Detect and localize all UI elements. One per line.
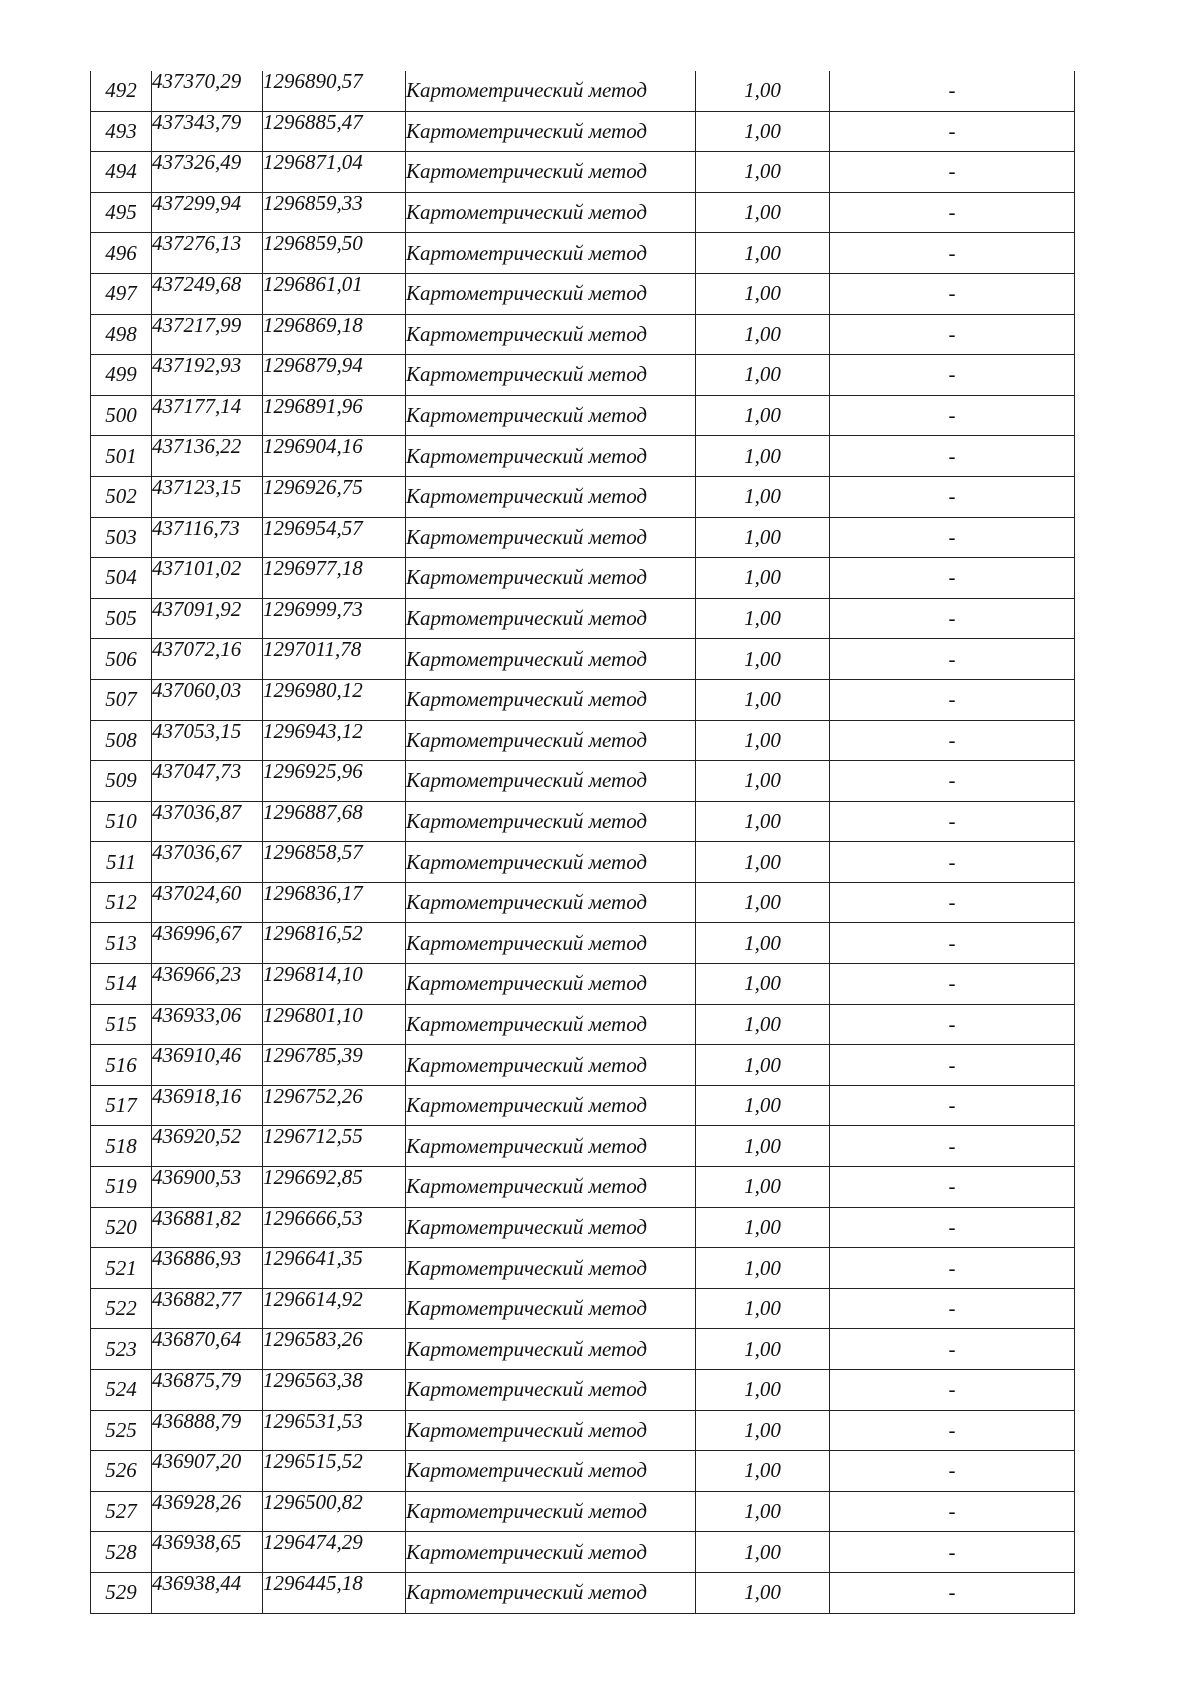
y-coordinate-cell: 1296500,82	[263, 1491, 406, 1532]
y-coordinate-cell: 1296891,96	[263, 395, 406, 436]
table-row	[91, 71, 1075, 111]
table-row	[91, 517, 1075, 558]
method-cell: Картометрический метод	[406, 842, 696, 883]
table-row	[91, 1045, 1075, 1086]
accuracy-cell: 1,00	[696, 1126, 830, 1167]
description-cell: -	[830, 598, 1075, 639]
point-number-cell: 506	[91, 639, 152, 680]
description-cell: -	[830, 395, 1075, 436]
method-cell: Картометрический метод	[406, 1451, 696, 1492]
x-coordinate-cell: 436938,44	[152, 1572, 263, 1613]
description-cell: -	[830, 517, 1075, 558]
table-row	[91, 558, 1075, 599]
x-coordinate-cell: 436881,82	[152, 1207, 263, 1248]
point-number-cell: 495	[91, 192, 152, 233]
x-coordinate-cell: 437276,13	[152, 233, 263, 274]
method-cell: Картометрический метод	[406, 1370, 696, 1411]
accuracy-cell: 1,00	[696, 801, 830, 842]
description-cell: -	[830, 1167, 1075, 1208]
table-row	[91, 1126, 1075, 1167]
y-coordinate-cell: 1296925,96	[263, 761, 406, 802]
method-cell: Картометрический метод	[406, 71, 696, 111]
table-row	[91, 1329, 1075, 1370]
x-coordinate-cell: 436870,64	[152, 1329, 263, 1370]
accuracy-cell: 1,00	[696, 1532, 830, 1573]
point-number-cell: 511	[91, 842, 152, 883]
y-coordinate-cell: 1296926,75	[263, 476, 406, 517]
y-coordinate-cell: 1296999,73	[263, 598, 406, 639]
x-coordinate-cell: 436928,26	[152, 1491, 263, 1532]
table-row	[91, 720, 1075, 761]
method-cell: Картометрический метод	[406, 801, 696, 842]
coordinates-table-body	[91, 71, 1075, 1613]
point-number-cell: 496	[91, 233, 152, 274]
x-coordinate-cell: 437123,15	[152, 476, 263, 517]
description-cell: -	[830, 1329, 1075, 1370]
method-cell: Картометрический метод	[406, 233, 696, 274]
x-coordinate-cell: 437024,60	[152, 882, 263, 923]
method-cell: Картометрический метод	[406, 679, 696, 720]
document-page	[90, 71, 1074, 1614]
description-cell: -	[830, 761, 1075, 802]
method-cell: Картометрический метод	[406, 923, 696, 964]
x-coordinate-cell: 436910,46	[152, 1045, 263, 1086]
description-cell: -	[830, 233, 1075, 274]
accuracy-cell: 1,00	[696, 355, 830, 396]
accuracy-cell: 1,00	[696, 1410, 830, 1451]
accuracy-cell: 1,00	[696, 1491, 830, 1532]
table-row	[91, 476, 1075, 517]
x-coordinate-cell: 437136,22	[152, 436, 263, 477]
method-cell: Картометрический метод	[406, 1085, 696, 1126]
table-row	[91, 882, 1075, 923]
table-row	[91, 1370, 1075, 1411]
accuracy-cell: 1,00	[696, 233, 830, 274]
method-cell: Картометрический метод	[406, 111, 696, 152]
method-cell: Картометрический метод	[406, 639, 696, 680]
method-cell: Картометрический метод	[406, 152, 696, 193]
y-coordinate-cell: 1297011,78	[263, 639, 406, 680]
y-coordinate-cell: 1296641,35	[263, 1248, 406, 1289]
table-row	[91, 1004, 1075, 1045]
method-cell: Картометрический метод	[406, 436, 696, 477]
table-row	[91, 1207, 1075, 1248]
x-coordinate-cell: 436933,06	[152, 1004, 263, 1045]
y-coordinate-cell: 1296531,53	[263, 1410, 406, 1451]
table-row	[91, 233, 1075, 274]
x-coordinate-cell: 437047,73	[152, 761, 263, 802]
y-coordinate-cell: 1296614,92	[263, 1288, 406, 1329]
point-number-cell: 520	[91, 1207, 152, 1248]
point-number-cell: 503	[91, 517, 152, 558]
x-coordinate-cell: 436918,16	[152, 1085, 263, 1126]
accuracy-cell: 1,00	[696, 1248, 830, 1289]
x-coordinate-cell: 437060,03	[152, 679, 263, 720]
point-number-cell: 514	[91, 964, 152, 1005]
table-row	[91, 964, 1075, 1005]
point-number-cell: 509	[91, 761, 152, 802]
y-coordinate-cell: 1296445,18	[263, 1572, 406, 1613]
point-number-cell: 523	[91, 1329, 152, 1370]
description-cell: -	[830, 842, 1075, 883]
y-coordinate-cell: 1296785,39	[263, 1045, 406, 1086]
method-cell: Картометрический метод	[406, 1532, 696, 1573]
y-coordinate-cell: 1296885,47	[263, 111, 406, 152]
x-coordinate-cell: 437370,29	[152, 71, 263, 111]
x-coordinate-cell: 437101,02	[152, 558, 263, 599]
x-coordinate-cell: 437343,79	[152, 111, 263, 152]
y-coordinate-cell: 1296904,16	[263, 436, 406, 477]
description-cell: -	[830, 1451, 1075, 1492]
y-coordinate-cell: 1296563,38	[263, 1370, 406, 1411]
table-row	[91, 395, 1075, 436]
x-coordinate-cell: 437326,49	[152, 152, 263, 193]
method-cell: Картометрический метод	[406, 1491, 696, 1532]
x-coordinate-cell: 436966,23	[152, 964, 263, 1005]
point-number-cell: 502	[91, 476, 152, 517]
accuracy-cell: 1,00	[696, 1004, 830, 1045]
description-cell: -	[830, 1288, 1075, 1329]
accuracy-cell: 1,00	[696, 111, 830, 152]
accuracy-cell: 1,00	[696, 558, 830, 599]
description-cell: -	[830, 964, 1075, 1005]
description-cell: -	[830, 1370, 1075, 1411]
x-coordinate-cell: 437036,87	[152, 801, 263, 842]
point-number-cell: 505	[91, 598, 152, 639]
table-row	[91, 1248, 1075, 1289]
table-row	[91, 761, 1075, 802]
point-number-cell: 501	[91, 436, 152, 477]
point-number-cell: 499	[91, 355, 152, 396]
x-coordinate-cell: 436875,79	[152, 1370, 263, 1411]
method-cell: Картометрический метод	[406, 1167, 696, 1208]
y-coordinate-cell: 1296859,50	[263, 233, 406, 274]
method-cell: Картометрический метод	[406, 598, 696, 639]
accuracy-cell: 1,00	[696, 192, 830, 233]
y-coordinate-cell: 1296869,18	[263, 314, 406, 355]
method-cell: Картометрический метод	[406, 761, 696, 802]
table-row	[91, 355, 1075, 396]
y-coordinate-cell: 1296752,26	[263, 1085, 406, 1126]
table-row	[91, 1085, 1075, 1126]
point-number-cell: 517	[91, 1085, 152, 1126]
method-cell: Картометрический метод	[406, 964, 696, 1005]
y-coordinate-cell: 1296890,57	[263, 71, 406, 111]
accuracy-cell: 1,00	[696, 273, 830, 314]
point-number-cell: 510	[91, 801, 152, 842]
x-coordinate-cell: 437091,92	[152, 598, 263, 639]
point-number-cell: 504	[91, 558, 152, 599]
method-cell: Картометрический метод	[406, 395, 696, 436]
method-cell: Картометрический метод	[406, 882, 696, 923]
x-coordinate-cell: 436920,52	[152, 1126, 263, 1167]
accuracy-cell: 1,00	[696, 842, 830, 883]
accuracy-cell: 1,00	[696, 436, 830, 477]
accuracy-cell: 1,00	[696, 476, 830, 517]
accuracy-cell: 1,00	[696, 1572, 830, 1613]
description-cell: -	[830, 1491, 1075, 1532]
table-row	[91, 192, 1075, 233]
y-coordinate-cell: 1296871,04	[263, 152, 406, 193]
table-row	[91, 598, 1075, 639]
table-row	[91, 1167, 1075, 1208]
description-cell: -	[830, 882, 1075, 923]
x-coordinate-cell: 436938,65	[152, 1532, 263, 1573]
description-cell: -	[830, 1248, 1075, 1289]
table-row	[91, 1451, 1075, 1492]
point-number-cell: 518	[91, 1126, 152, 1167]
table-row	[91, 273, 1075, 314]
method-cell: Картометрический метод	[406, 720, 696, 761]
x-coordinate-cell: 436886,93	[152, 1248, 263, 1289]
description-cell: -	[830, 679, 1075, 720]
x-coordinate-cell: 437177,14	[152, 395, 263, 436]
point-number-cell: 494	[91, 152, 152, 193]
y-coordinate-cell: 1296583,26	[263, 1329, 406, 1370]
method-cell: Картометрический метод	[406, 1207, 696, 1248]
table-row	[91, 1410, 1075, 1451]
accuracy-cell: 1,00	[696, 1167, 830, 1208]
table-row	[91, 1572, 1075, 1613]
x-coordinate-cell: 437217,99	[152, 314, 263, 355]
point-number-cell: 507	[91, 679, 152, 720]
x-coordinate-cell: 437249,68	[152, 273, 263, 314]
point-number-cell: 524	[91, 1370, 152, 1411]
x-coordinate-cell: 436996,67	[152, 923, 263, 964]
description-cell: -	[830, 476, 1075, 517]
point-number-cell: 497	[91, 273, 152, 314]
description-cell: -	[830, 923, 1075, 964]
description-cell: -	[830, 720, 1075, 761]
description-cell: -	[830, 152, 1075, 193]
y-coordinate-cell: 1296977,18	[263, 558, 406, 599]
x-coordinate-cell: 437036,67	[152, 842, 263, 883]
y-coordinate-cell: 1296887,68	[263, 801, 406, 842]
point-number-cell: 521	[91, 1248, 152, 1289]
point-number-cell: 516	[91, 1045, 152, 1086]
method-cell: Картометрический метод	[406, 1126, 696, 1167]
accuracy-cell: 1,00	[696, 1085, 830, 1126]
y-coordinate-cell: 1296943,12	[263, 720, 406, 761]
point-number-cell: 512	[91, 882, 152, 923]
description-cell: -	[830, 1410, 1075, 1451]
table-row	[91, 1491, 1075, 1532]
table-row	[91, 1532, 1075, 1573]
accuracy-cell: 1,00	[696, 761, 830, 802]
accuracy-cell: 1,00	[696, 882, 830, 923]
y-coordinate-cell: 1296980,12	[263, 679, 406, 720]
method-cell: Картометрический метод	[406, 517, 696, 558]
y-coordinate-cell: 1296861,01	[263, 273, 406, 314]
y-coordinate-cell: 1296954,57	[263, 517, 406, 558]
description-cell: -	[830, 111, 1075, 152]
method-cell: Картометрический метод	[406, 192, 696, 233]
method-cell: Картометрический метод	[406, 476, 696, 517]
description-cell: -	[830, 273, 1075, 314]
accuracy-cell: 1,00	[696, 517, 830, 558]
coordinates-table	[90, 71, 1075, 1614]
point-number-cell: 515	[91, 1004, 152, 1045]
point-number-cell: 525	[91, 1410, 152, 1451]
description-cell: -	[830, 1126, 1075, 1167]
description-cell: -	[830, 355, 1075, 396]
y-coordinate-cell: 1296858,57	[263, 842, 406, 883]
point-number-cell: 527	[91, 1491, 152, 1532]
y-coordinate-cell: 1296666,53	[263, 1207, 406, 1248]
table-row	[91, 314, 1075, 355]
y-coordinate-cell: 1296816,52	[263, 923, 406, 964]
description-cell: -	[830, 1572, 1075, 1613]
y-coordinate-cell: 1296692,85	[263, 1167, 406, 1208]
table-row	[91, 923, 1075, 964]
accuracy-cell: 1,00	[696, 720, 830, 761]
x-coordinate-cell: 437116,73	[152, 517, 263, 558]
point-number-cell: 500	[91, 395, 152, 436]
y-coordinate-cell: 1296836,17	[263, 882, 406, 923]
accuracy-cell: 1,00	[696, 679, 830, 720]
accuracy-cell: 1,00	[696, 1045, 830, 1086]
accuracy-cell: 1,00	[696, 1207, 830, 1248]
accuracy-cell: 1,00	[696, 395, 830, 436]
accuracy-cell: 1,00	[696, 152, 830, 193]
table-row	[91, 1288, 1075, 1329]
accuracy-cell: 1,00	[696, 1329, 830, 1370]
accuracy-cell: 1,00	[696, 71, 830, 111]
description-cell: -	[830, 1207, 1075, 1248]
x-coordinate-cell: 436882,77	[152, 1288, 263, 1329]
description-cell: -	[830, 558, 1075, 599]
x-coordinate-cell: 437192,93	[152, 355, 263, 396]
x-coordinate-cell: 437053,15	[152, 720, 263, 761]
method-cell: Картометрический метод	[406, 1045, 696, 1086]
y-coordinate-cell: 1296712,55	[263, 1126, 406, 1167]
description-cell: -	[830, 192, 1075, 233]
description-cell: -	[830, 314, 1075, 355]
point-number-cell: 493	[91, 111, 152, 152]
table-row	[91, 152, 1075, 193]
accuracy-cell: 1,00	[696, 1288, 830, 1329]
method-cell: Картометрический метод	[406, 273, 696, 314]
description-cell: -	[830, 639, 1075, 680]
accuracy-cell: 1,00	[696, 964, 830, 1005]
point-number-cell: 513	[91, 923, 152, 964]
point-number-cell: 498	[91, 314, 152, 355]
table-row	[91, 679, 1075, 720]
description-cell: -	[830, 71, 1075, 111]
table-row	[91, 801, 1075, 842]
x-coordinate-cell: 436907,20	[152, 1451, 263, 1492]
accuracy-cell: 1,00	[696, 1451, 830, 1492]
point-number-cell: 492	[91, 71, 152, 111]
table-row	[91, 111, 1075, 152]
accuracy-cell: 1,00	[696, 598, 830, 639]
y-coordinate-cell: 1296515,52	[263, 1451, 406, 1492]
y-coordinate-cell: 1296801,10	[263, 1004, 406, 1045]
point-number-cell: 508	[91, 720, 152, 761]
method-cell: Картометрический метод	[406, 1572, 696, 1613]
accuracy-cell: 1,00	[696, 1370, 830, 1411]
accuracy-cell: 1,00	[696, 923, 830, 964]
description-cell: -	[830, 1045, 1075, 1086]
y-coordinate-cell: 1296879,94	[263, 355, 406, 396]
description-cell: -	[830, 1532, 1075, 1573]
description-cell: -	[830, 436, 1075, 477]
y-coordinate-cell: 1296859,33	[263, 192, 406, 233]
table-row	[91, 436, 1075, 477]
description-cell: -	[830, 1004, 1075, 1045]
point-number-cell: 519	[91, 1167, 152, 1208]
method-cell: Картометрический метод	[406, 1004, 696, 1045]
method-cell: Картометрический метод	[406, 1410, 696, 1451]
x-coordinate-cell: 437299,94	[152, 192, 263, 233]
y-coordinate-cell: 1296814,10	[263, 964, 406, 1005]
point-number-cell: 529	[91, 1572, 152, 1613]
description-cell: -	[830, 801, 1075, 842]
x-coordinate-cell: 436888,79	[152, 1410, 263, 1451]
method-cell: Картометрический метод	[406, 1329, 696, 1370]
method-cell: Картометрический метод	[406, 355, 696, 396]
table-row	[91, 639, 1075, 680]
method-cell: Картометрический метод	[406, 314, 696, 355]
point-number-cell: 522	[91, 1288, 152, 1329]
accuracy-cell: 1,00	[696, 314, 830, 355]
method-cell: Картометрический метод	[406, 558, 696, 599]
point-number-cell: 526	[91, 1451, 152, 1492]
accuracy-cell: 1,00	[696, 639, 830, 680]
method-cell: Картометрический метод	[406, 1248, 696, 1289]
method-cell: Картометрический метод	[406, 1288, 696, 1329]
point-number-cell: 528	[91, 1532, 152, 1573]
table-row	[91, 842, 1075, 883]
y-coordinate-cell: 1296474,29	[263, 1532, 406, 1573]
x-coordinate-cell: 437072,16	[152, 639, 263, 680]
description-cell: -	[830, 1085, 1075, 1126]
x-coordinate-cell: 436900,53	[152, 1167, 263, 1208]
